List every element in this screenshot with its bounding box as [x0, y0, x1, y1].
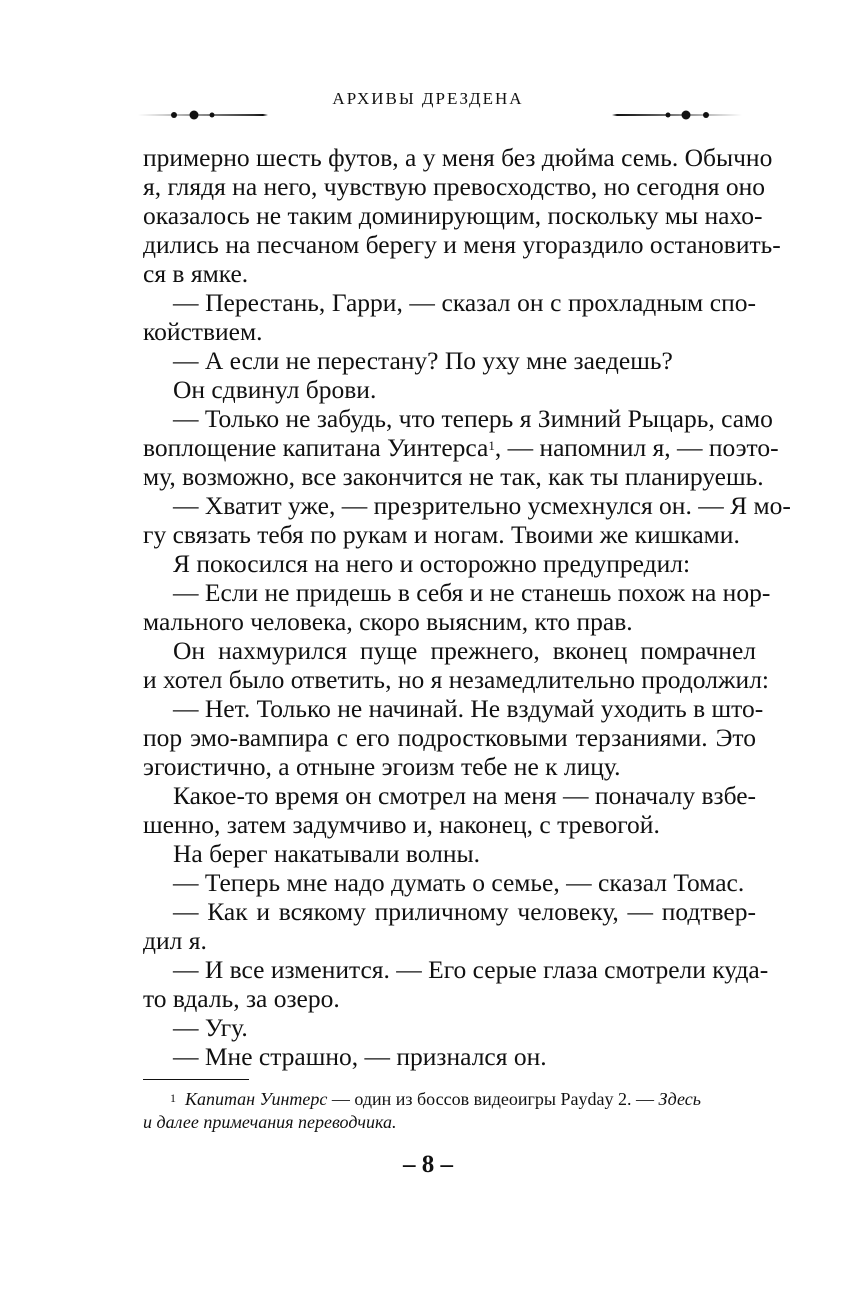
footnote-marker: 1 — [170, 1091, 176, 1105]
text-line: то вдаль, за озеро. — [143, 984, 340, 1013]
text-line: дил я. — [143, 926, 207, 955]
text-line: На берег накатывали волны. — [173, 839, 481, 868]
text-line: — Нет. Только не начинай. Не вздумай уходить в што- — [173, 694, 764, 723]
text-line: — Перестань, Гарри, — сказал он с прохладным спо- — [173, 288, 756, 317]
text-line: пор эмо-вампира с его подростковыми терзаниями. Это — [143, 723, 756, 752]
text-line: Я покосился на него и осторожно предупредил: — [173, 549, 691, 578]
text-line: — Как и всякому приличному человеку, — подтвер- — [173, 897, 756, 926]
text-fragment: , — напомнил я, — поэто- — [494, 433, 779, 462]
footnote-reference: 1 — [488, 438, 495, 453]
footnote-italic-continuation: и далее примечания переводчика. — [143, 1112, 397, 1132]
header-ornament-left — [138, 108, 268, 122]
text-line: эгоистично, а отныне эгоизм тебе не к лицу. — [143, 752, 621, 781]
page-number: – 8 – — [403, 1151, 453, 1178]
text-line: — А если не перестану? По уху мне заедешь? — [173, 346, 673, 375]
footnote-text — [170, 1088, 701, 1110]
text-fragment: воплощение капитана Уинтерса — [143, 433, 489, 462]
footnote-italic-term: Капитан Уинтерс — [185, 1089, 328, 1109]
text-line: ся в ямке. — [143, 259, 249, 288]
text-line: — Только не забудь, что теперь я Зимний Рыцарь, само — [173, 404, 773, 433]
footnote-italic-note: Здесь — [658, 1089, 701, 1109]
text-line: — Если не придешь в себя и не станешь похож на нор- — [173, 578, 771, 607]
text-line: — Угу. — [173, 1013, 248, 1042]
text-line: я, глядя на него, чувствую превосходство, но сегодня оно — [143, 172, 766, 201]
text-line: шенно, затем задумчиво и, наконец, с тревогой. — [143, 810, 660, 839]
text-line: — Мне страшно, — признался он. — [173, 1042, 547, 1071]
text-line: гу связать тебя по рукам и ногам. Твоими же кишками. — [143, 520, 740, 549]
text-line: — Хватит уже, — презрительно усмехнулся он. — Я мо- — [173, 491, 791, 520]
text-line: му, возможно, все закончится не так, как ты планируешь. — [143, 462, 764, 491]
text-line-with-footnote — [143, 433, 779, 462]
footnote-text-line2 — [143, 1111, 397, 1133]
footnote-divider — [143, 1079, 249, 1080]
text-line: и хотел было ответить, но я незамедлительно продолжил: — [143, 665, 770, 694]
text-line: Он сдвинул брови. — [173, 375, 377, 404]
text-line: — И все изменится. — Его серые глаза смотрели куда- — [173, 955, 769, 984]
text-line: дились на песчаном берегу и меня угораздило остановить- — [143, 230, 781, 259]
text-line: мального человека, скоро выясним, кто прав. — [143, 607, 633, 636]
text-line: Какое-то время он смотрел на меня — поначалу взбе- — [173, 781, 757, 810]
text-line: Он нахмурился пуще прежнего, вконец помрачнел — [173, 636, 756, 665]
text-line: примерно шесть футов, а у меня без дюйма семь. Обычно — [143, 143, 773, 172]
text-line: — Теперь мне надо думать о семье, — сказал Томас. — [173, 868, 745, 897]
footnote-description: — один из боссов видеоигры Payday 2. — — [327, 1089, 659, 1109]
header-ornament-right — [612, 108, 742, 122]
running-head-title: АРХИВЫ ДРЕЗДЕНА — [332, 89, 524, 108]
text-line: койствием. — [143, 317, 263, 346]
text-line: оказалось не таким доминирующим, поскольку мы нахо- — [143, 201, 763, 230]
